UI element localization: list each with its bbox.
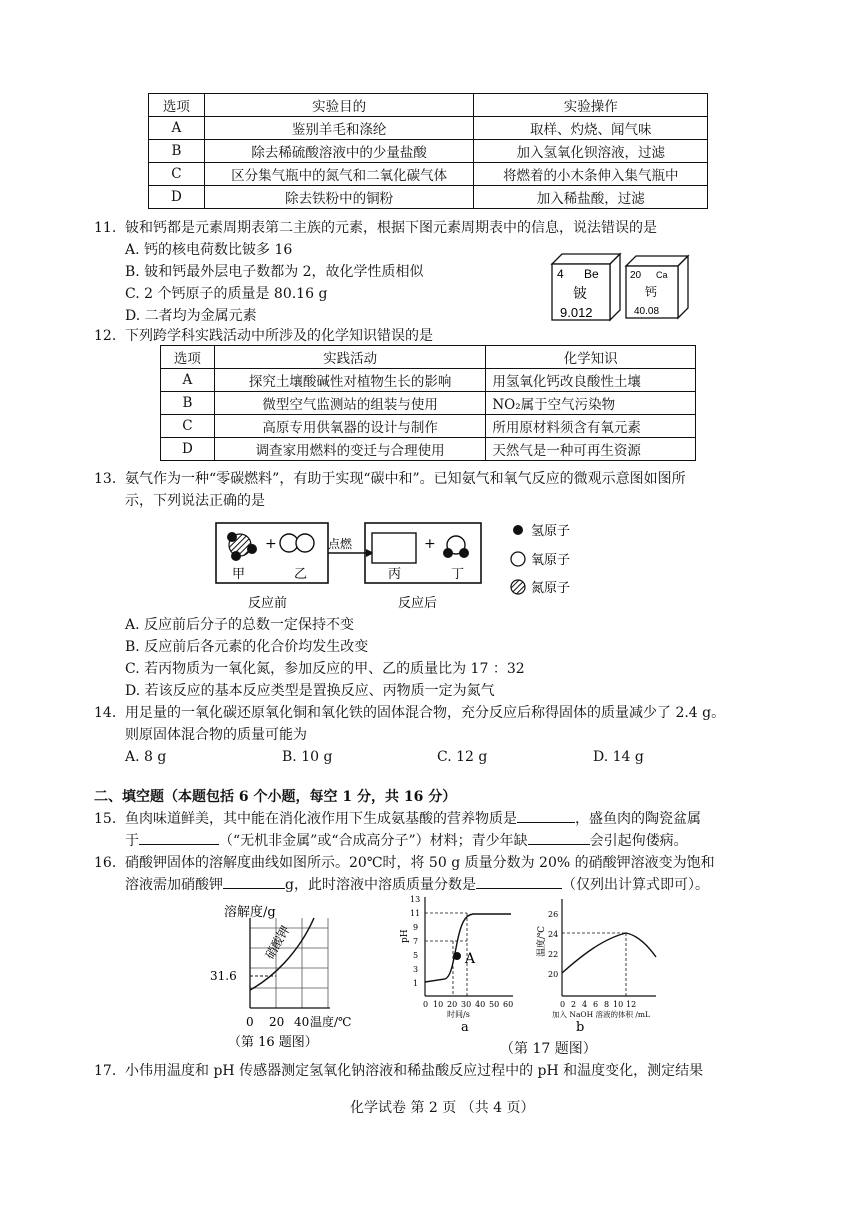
q11-number: 11. (94, 220, 117, 236)
y-tick: 11 (410, 909, 421, 918)
table-cell: 区分集气瓶中的氮气和二氧化碳气体 (204, 163, 474, 186)
oxygen-molecule (280, 534, 314, 552)
fig16-x-tick: 0 (246, 1015, 254, 1029)
answer-blank[interactable] (139, 830, 219, 845)
x-tick: 6 (593, 1000, 599, 1009)
q13-stem-line2: 示，下列说法正确的是 (125, 493, 265, 509)
table-header-row (161, 346, 696, 369)
fig17b-x-ticks (560, 1000, 636, 1009)
table-cell: 用氢氧化钙改良酸性土壤 (486, 369, 696, 392)
y-tick: 3 (413, 965, 419, 974)
plus-sign: + (265, 536, 277, 552)
y-tick: 20 (548, 970, 559, 979)
q13-number: 13. (94, 471, 117, 487)
fig16-x-tick: 20 (269, 1015, 285, 1029)
q14-stem-line2: 则原固体混合物的质量可能为 (125, 727, 307, 743)
legend-hydrogen: 氢原子 (531, 524, 571, 539)
q16-text: g，此时溶液中溶质质量分数是 (285, 877, 476, 893)
fig17a-ylabel: pH (400, 929, 410, 943)
label-after: 反应后 (398, 596, 438, 611)
table-row (149, 140, 708, 163)
fig16-xlabel: 温度/℃ (310, 1015, 352, 1029)
table-header: 化学知识 (486, 346, 696, 369)
y-tick: 13 (410, 895, 421, 904)
table-cell: A (161, 369, 215, 392)
q11-option-d: D. 二者均为金属元素 (125, 308, 257, 324)
answer-blank[interactable] (223, 874, 285, 889)
table-cell: 所用原材料须含有氧元素 (486, 415, 696, 438)
x-tick: 20 (447, 1000, 458, 1009)
table-row (161, 392, 696, 415)
table-cell: 鉴别羊毛和涤纶 (204, 117, 474, 140)
q15-text: 会引起佝偻病。 (589, 833, 688, 849)
q10-table (148, 93, 708, 209)
label-bing: 丙 (388, 567, 402, 582)
fig17a-point-a (453, 952, 461, 960)
element-card-ca (626, 256, 688, 318)
q11-option-b: B. 铍和钙最外层电子数都为 2，故化学性质相似 (125, 264, 424, 280)
table-header: 实验目的 (204, 94, 474, 117)
unknown-product-box (372, 533, 416, 563)
fig16-ylabel: 溶解度/g (224, 905, 276, 920)
x-tick: 50 (489, 1000, 500, 1009)
table-cell: 调查家用燃料的变迁与合理使用 (214, 438, 486, 461)
q17-number: 17. (94, 1063, 117, 1079)
q16-text: （仅列出计算式即可）。 (561, 877, 709, 893)
legend-oxygen: 氧原子 (531, 553, 571, 568)
x-tick: 2 (571, 1000, 577, 1009)
q14-stem-line1: 用足量的一氧化碳还原氧化铜和氧化铁的固体混合物，充分反应后称得固体的质量减少了 2.4 g。 (125, 705, 726, 721)
x-tick: 30 (461, 1000, 472, 1009)
label-jia: 甲 (232, 567, 246, 582)
table-cell: B (149, 140, 205, 163)
table-cell: D (161, 438, 215, 461)
answer-blank[interactable] (528, 830, 590, 845)
q11-option-c: C. 2 个钙原子的质量是 80.16 g (125, 286, 328, 302)
q12-number: 12. (94, 328, 117, 344)
answer-blank[interactable] (517, 808, 575, 823)
q15-line1 (125, 808, 701, 830)
y-tick: 26 (548, 910, 559, 919)
fig17b-ylabel: 温度/℃ (537, 925, 547, 957)
q14-option-b: B. 10 g (282, 749, 333, 765)
element-number: 4 (557, 267, 564, 281)
table-cell: C (161, 415, 215, 438)
x-tick: 0 (423, 1000, 429, 1009)
table-row (161, 438, 696, 461)
q13-option-b: B. 反应前后各元素的化合价均发生改变 (125, 639, 369, 655)
y-tick: 24 (548, 930, 559, 939)
ph-curve-figure (395, 893, 525, 1033)
q12-table (160, 345, 696, 461)
fig16-caption: （第 16 题图） (228, 1035, 318, 1048)
q12-stem: 下列跨学科实践活动中所涉及的化学知识错误的是 (125, 328, 433, 344)
table-cell: 将燃着的小木条伸入集气瓶中 (474, 163, 708, 186)
fig17b-sublabel: b (576, 1020, 585, 1033)
x-tick: 8 (604, 1000, 610, 1009)
table-row (161, 369, 696, 392)
fig17b-xlabel: 加入 NaOH 溶液的体积 /mL (552, 1010, 650, 1019)
element-name: 钙 (645, 285, 658, 299)
table-cell: D (149, 186, 205, 209)
fig17a-y-ticks (410, 895, 420, 988)
table-cell: B (161, 392, 215, 415)
element-card-be (552, 254, 620, 320)
answer-blank[interactable] (476, 874, 562, 889)
element-mass: 9.012 (560, 305, 593, 320)
fig16-x-tick: 40 (294, 1015, 310, 1029)
x-tick: 60 (503, 1000, 514, 1009)
table-row (149, 186, 708, 209)
q16-line1: 硝酸钾固体的溶解度曲线如图所示。20℃时，将 50 g 质量分数为 20% 的硝酸钾溶液变为饱和 (125, 855, 715, 871)
q15-text: 鱼肉味道鲜美，其中能在消化液作用下生成氨基酸的营养物质是 (125, 811, 517, 827)
table-cell: 探究土壤酸碱性对植物生长的影响 (214, 369, 486, 392)
fig17a-sublabel: a (461, 1020, 469, 1033)
fig17a-xlabel: 时间/s (447, 1010, 470, 1019)
q13-option-c: C. 若丙物质为一氧化氮，参加反应的甲、乙的质量比为 17 ：32 (125, 661, 525, 677)
ammonia-molecule (227, 532, 257, 561)
reaction-diagram (210, 515, 630, 615)
table-header: 实验操作 (474, 94, 708, 117)
element-mass: 40.08 (634, 306, 660, 317)
x-tick: 0 (560, 1000, 566, 1009)
q14-option-d: D. 14 g (593, 749, 644, 765)
label-ding: 丁 (451, 567, 465, 582)
y-tick: 5 (413, 951, 419, 960)
y-tick: 22 (548, 950, 559, 959)
q15-text: 于 (125, 833, 139, 849)
fig17a-point-label: A (465, 951, 476, 967)
table-header: 选项 (149, 94, 205, 117)
arrow-label: 点燃 (328, 537, 353, 551)
x-tick: 10 (613, 1000, 624, 1009)
q15-number: 15. (94, 811, 117, 827)
label-before: 反应前 (248, 596, 288, 611)
element-name: 铍 (573, 285, 587, 301)
x-tick: 12 (626, 1000, 637, 1009)
q14-number: 14. (94, 705, 117, 721)
table-header: 选项 (161, 346, 215, 369)
q14-option-a: A. 8 g (125, 749, 167, 765)
fig17a-x-ticks (423, 1000, 513, 1009)
fig16-curve-label: 硝酸钾 (262, 923, 293, 962)
q13-stem-line1: 氨气作为一种“零碳燃料”，有助于实现“碳中和”。已知氨气和氧气反应的微观示意图如图所 (125, 471, 686, 487)
solubility-curve-figure (210, 898, 370, 1048)
q11-stem: 铍和钙都是元素周期表第二主族的元素，根据下图元素周期表中的信息，说法错误的是 (125, 220, 657, 236)
q15-text: ，盛鱼肉的陶瓷盆属 (575, 811, 701, 827)
table-cell: C (149, 163, 205, 186)
fig17-caption: （第 17 题图） (500, 1041, 597, 1057)
y-tick: 7 (413, 937, 419, 946)
legend-nitrogen: 氮原子 (531, 581, 571, 596)
table-cell: 除去铁粉中的铜粉 (204, 186, 474, 209)
y-tick: 9 (413, 923, 419, 932)
element-symbol: Be (584, 267, 599, 281)
table-cell: A (149, 117, 205, 140)
q17-stem: 小伟用温度和 pH 传感器测定氢氧化钠溶液和稀盐酸反应过程中的 pH 和温度变化，测定结果 (125, 1063, 704, 1079)
fig17a-curve (425, 914, 511, 982)
table-cell: 加入氢氧化钡溶液，过滤 (474, 140, 708, 163)
table-cell: 微型空气监测站的组装与使用 (214, 392, 486, 415)
water-molecule (443, 536, 469, 558)
q15-line2 (125, 830, 688, 852)
element-cards (548, 250, 698, 330)
table-cell: 高原专用供氧器的设计与制作 (214, 415, 486, 438)
table-cell: NO₂属于空气污染物 (486, 392, 696, 415)
table-row (149, 163, 708, 186)
q14-option-c: C. 12 g (437, 749, 488, 765)
table-cell: 天然气是一种可再生资源 (486, 438, 696, 461)
label-yi: 乙 (294, 567, 308, 582)
table-header: 实践活动 (214, 346, 486, 369)
fig17b-y-ticks (548, 910, 558, 979)
table-row (149, 117, 708, 140)
x-tick: 40 (475, 1000, 486, 1009)
page-footer: 化学试卷 第 2 页 （共 4 页） (350, 1100, 535, 1116)
table-header-row (149, 94, 708, 117)
x-tick: 10 (433, 1000, 444, 1009)
x-tick: 4 (582, 1000, 588, 1009)
diagram-legend (511, 524, 570, 596)
element-symbol: Ca (656, 270, 668, 280)
table-cell: 取样、灼烧、闻气味 (474, 117, 708, 140)
fig16-y-value: 31.6 (210, 969, 237, 983)
temperature-curve-figure (530, 893, 670, 1033)
plus-sign: + (424, 536, 436, 552)
table-row (161, 415, 696, 438)
q13-option-d: D. 若该反应的基本反应类型是置换反应、丙物质一定为氮气 (125, 683, 495, 699)
q11-option-a: A. 钙的核电荷数比铍多 16 (125, 242, 293, 258)
table-cell: 除去稀硫酸溶液中的少量盐酸 (204, 140, 474, 163)
q15-text: （“无机非金属”或“合成高分子”）材料；青少年缺 (219, 833, 528, 849)
y-tick: 1 (413, 979, 419, 988)
q16-number: 16. (94, 855, 117, 871)
table-cell: 加入稀盐酸，过滤 (474, 186, 708, 209)
fig17b-curve (562, 933, 656, 973)
element-number: 20 (630, 270, 642, 281)
q16-text: 溶液需加硝酸钾 (125, 877, 223, 893)
section-heading: 二、填空题（本题包括 6 个小题，每空 1 分，共 16 分） (94, 789, 457, 805)
q13-option-a: A. 反应前后分子的总数一定保持不变 (125, 617, 355, 633)
